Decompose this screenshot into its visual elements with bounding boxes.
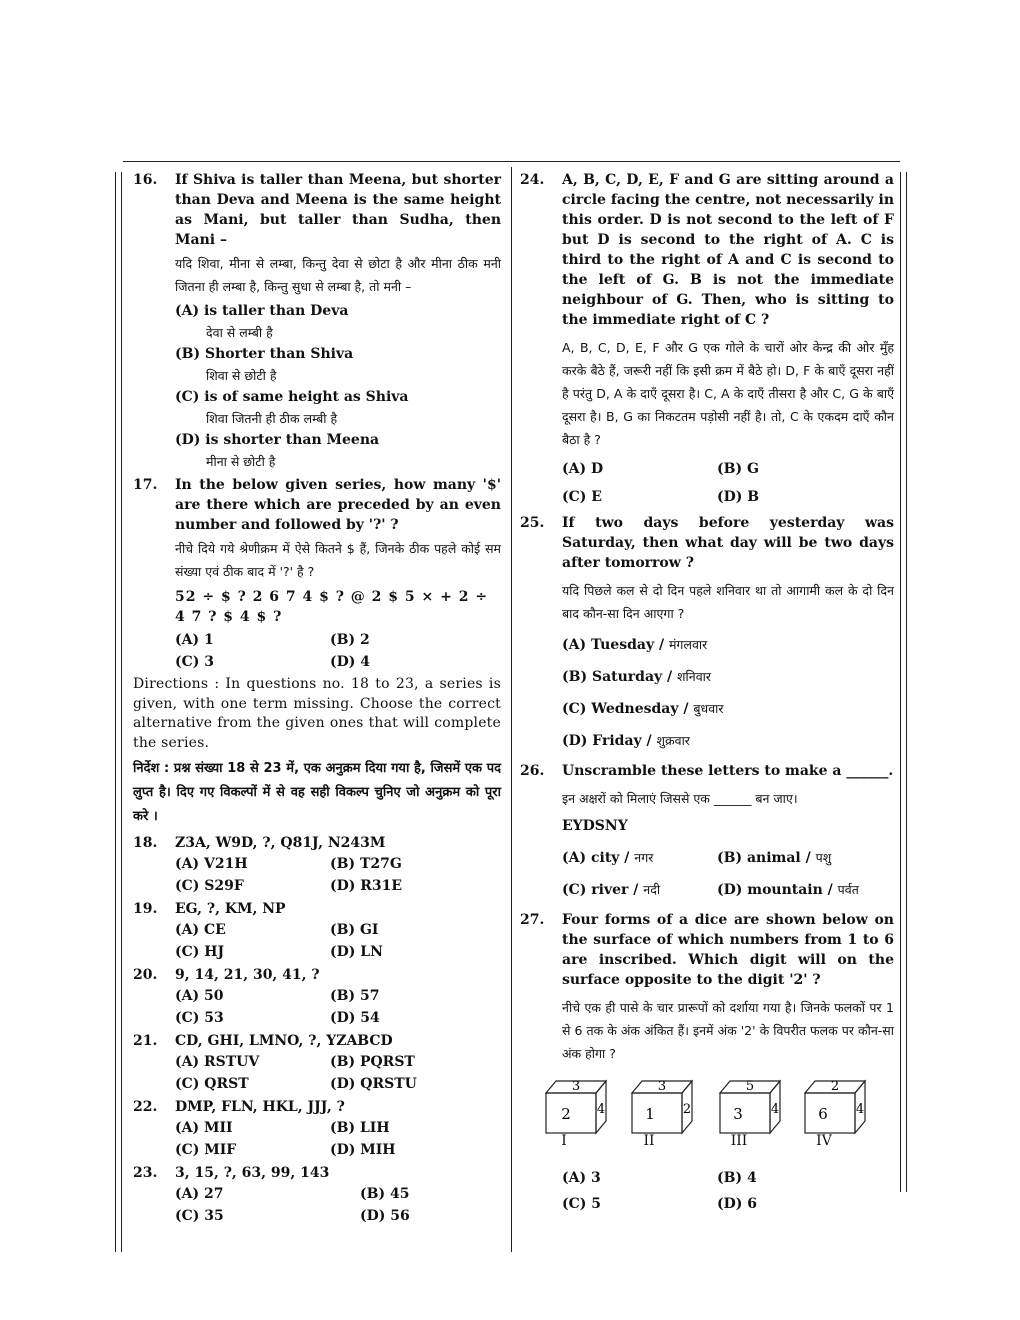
options bbox=[562, 629, 894, 757]
option-d: (D) 4 bbox=[330, 654, 371, 670]
directions-en: Directions : In questions no. 18 to 23, a series is given, with one term missing. Choose the correct alternative from the given ones that will complete the series. bbox=[133, 676, 501, 751]
option-c-hi: नदी bbox=[643, 882, 661, 897]
option-c-hi: शिवा जितनी ही ठीक लम्बी है bbox=[206, 411, 338, 426]
options bbox=[562, 1165, 894, 1217]
left-border-inner bbox=[121, 172, 122, 1252]
option-b-hi: शिवा से छोटी है bbox=[206, 368, 277, 383]
options bbox=[562, 842, 894, 906]
question-18 bbox=[133, 833, 501, 897]
option-a: (A) 50 bbox=[175, 988, 224, 1004]
option-a: (A) is taller than Deva bbox=[175, 303, 349, 319]
dice-1-top: 3 bbox=[571, 1079, 581, 1094]
question-number: 25. bbox=[520, 515, 545, 531]
options bbox=[175, 853, 501, 897]
dice-3-side: 4 bbox=[770, 1102, 780, 1117]
option-a: (A) D bbox=[562, 461, 604, 477]
option-d: (D) MIH bbox=[330, 1142, 396, 1158]
option-b bbox=[562, 661, 894, 693]
option-c: (C) E bbox=[562, 489, 602, 505]
question-text-en: A, B, C, D, E, F and G are sitting around a circle facing the centre, not necessarily in this order. D is not second to the left of F but D is second to the right of A. C is third to the right of A and C is second to the left of G. B is not the immediate neighbour of G. Then, who is sitting to the immediate right of C ? bbox=[562, 172, 894, 328]
dice-1-front: 2 bbox=[561, 1105, 571, 1123]
dice-4-front: 6 bbox=[818, 1105, 828, 1123]
option-d: (D) LN bbox=[330, 944, 383, 960]
question-number: 24. bbox=[520, 172, 545, 188]
scrambled-word: EYDSNY bbox=[562, 818, 628, 834]
dice-figure-3 bbox=[718, 1075, 788, 1135]
option-c: (C) HJ bbox=[175, 944, 225, 960]
option-c bbox=[562, 874, 717, 906]
option-d-en: (D) Friday / bbox=[562, 733, 657, 749]
question-text-en: In the below given series, how many '$' are there which are preceded by an even number and followed by '?' ? bbox=[175, 477, 501, 533]
question-text-en: Unscramble these letters to make a ______. bbox=[562, 763, 894, 779]
question-27 bbox=[520, 910, 894, 1217]
question-number: 26. bbox=[520, 763, 545, 779]
question-number: 21. bbox=[133, 1033, 158, 1049]
option-a: (A) V21H bbox=[175, 856, 248, 872]
question-text-en: 9, 14, 21, 30, 41, ? bbox=[175, 967, 320, 983]
option-a: (A) 27 bbox=[175, 1186, 224, 1202]
right-border-outer bbox=[906, 172, 907, 1192]
option-c: (C) MIF bbox=[175, 1142, 237, 1158]
question-text-en: 3, 15, ?, 63, 99, 143 bbox=[175, 1165, 330, 1181]
question-number: 17. bbox=[133, 477, 158, 493]
dice-figure-4 bbox=[803, 1075, 873, 1135]
option-b: (B) 45 bbox=[360, 1186, 410, 1202]
options bbox=[175, 301, 501, 473]
right-border-inner bbox=[900, 172, 901, 1192]
dice-figures bbox=[562, 1075, 894, 1155]
question-text-hi: यदि शिवा, मीना से लम्बा, किन्तु देवा से छोटा है और मीना ठीक मनी जितना ही लम्बा है, किन्तु सुधा से लम्बा है, तो मनी – bbox=[175, 256, 501, 294]
option-a: (A) RSTUV bbox=[175, 1054, 260, 1070]
option-b: (B) 2 bbox=[330, 632, 370, 648]
option-b: (B) GI bbox=[330, 922, 379, 938]
option-b: (B) 57 bbox=[330, 988, 380, 1004]
question-19 bbox=[133, 899, 501, 963]
option-c-en: (C) Wednesday / bbox=[562, 701, 694, 717]
option-c: (C) 5 bbox=[562, 1196, 602, 1212]
options bbox=[175, 1051, 501, 1095]
dice-figure-1 bbox=[544, 1075, 614, 1135]
option-d-hi: पर्वत bbox=[837, 882, 859, 897]
option-a bbox=[562, 842, 717, 874]
option-b: (B) T27G bbox=[330, 856, 402, 872]
options bbox=[175, 1183, 501, 1227]
question-number: 27. bbox=[520, 912, 545, 928]
option-a-en: (A) city / bbox=[562, 850, 635, 866]
dice-1-side: 4 bbox=[596, 1102, 606, 1117]
option-a: (A) CE bbox=[175, 922, 226, 938]
option-d: (D) R31E bbox=[330, 878, 403, 894]
question-text-en: DMP, FLN, HKL, JJJ, ? bbox=[175, 1099, 345, 1115]
dice-3-front: 3 bbox=[733, 1105, 743, 1123]
option-b bbox=[717, 842, 897, 874]
question-number: 20. bbox=[133, 967, 158, 983]
question-text-hi: यदि पिछले कल से दो दिन पहले शनिवार था तो आगामी कल के दो दिन बाद कौन-सा दिन आएगा ? bbox=[562, 583, 894, 621]
question-20 bbox=[133, 965, 501, 1029]
dice-2-top: 3 bbox=[657, 1079, 667, 1094]
option-d: (D) 6 bbox=[717, 1196, 758, 1212]
question-text-en: If Shiva is taller than Meena, but shorter than Deva and Meena is the same height as Mani, but taller than Sudha, then Mani – bbox=[175, 172, 501, 248]
dice-1-label: I bbox=[561, 1133, 567, 1149]
question-number: 19. bbox=[133, 901, 158, 917]
option-a bbox=[562, 629, 894, 661]
option-a: (A) 1 bbox=[175, 632, 214, 648]
question-text-en: If two days before yesterday was Saturday, then what day will be two days after tomorrow ? bbox=[562, 515, 894, 571]
option-a-hi: देवा से लम्बी है bbox=[206, 325, 273, 340]
dice-3-top: 5 bbox=[745, 1079, 755, 1094]
option-c: (C) 35 bbox=[175, 1208, 224, 1224]
options bbox=[175, 629, 501, 673]
left-border-outer bbox=[115, 172, 116, 1252]
question-text-en: EG, ?, KM, NP bbox=[175, 901, 286, 917]
directions-hi: निर्देश : प्रश्न संख्या 18 से 23 में, एक अनुक्रम दिया गया है, जिसमें एक पद लुप्त है। दिए गए विकल्पों में से वह सही विकल्प चुनिए जो अनुक्रम को पूरा करे । bbox=[133, 761, 501, 824]
top-rule bbox=[123, 161, 900, 162]
options bbox=[175, 919, 501, 963]
dice-figure-2 bbox=[630, 1075, 700, 1135]
option-b: (B) G bbox=[717, 461, 759, 477]
dice-3-label: III bbox=[730, 1133, 748, 1149]
question-text-en: CD, GHI, LMNO, ?, YZABCD bbox=[175, 1033, 393, 1049]
left-column bbox=[133, 170, 501, 1229]
option-b-en: (B) Saturday / bbox=[562, 669, 678, 685]
option-a: (A) 3 bbox=[562, 1170, 601, 1186]
dice-4-side: 4 bbox=[855, 1102, 865, 1117]
question-23 bbox=[133, 1163, 501, 1227]
question-text-en: Four forms of a dice are shown below on the surface of which numbers from 1 to 6 are inscribed. Which digit will on the surface opposite to the digit '2' ? bbox=[562, 912, 894, 988]
question-16 bbox=[133, 170, 501, 473]
option-a-hi: मंगलवार bbox=[668, 637, 708, 652]
symbol-series: 52 ÷ $ ? 2 6 7 4 $ ? @ 2 $ 5 × + 2 ÷ 4 7 ? $ 4 $ ? bbox=[175, 589, 489, 625]
option-b: (B) 4 bbox=[717, 1170, 757, 1186]
question-25 bbox=[520, 513, 894, 757]
options bbox=[562, 455, 894, 511]
option-d-hi: मीना से छोटी है bbox=[206, 454, 276, 469]
dice-2-side: 2 bbox=[682, 1102, 692, 1117]
question-21 bbox=[133, 1031, 501, 1095]
right-column bbox=[520, 170, 894, 1219]
dice-2-label: II bbox=[643, 1133, 655, 1149]
question-22 bbox=[133, 1097, 501, 1161]
options bbox=[175, 1117, 501, 1161]
question-text-hi: A, B, C, D, E, F और G एक गोले के चारों ओर केन्द्र की ओर मुँह करके बैठे हैं, जरूरी नहीं कि इसी क्रम में बैठे हो। D, F के बाएँ दूसरा नहीं है परंतु D, A के दाएँ दूसरा है। C, A के दाएँ तीसरा है और C, G के बाएँ दूसरा है। B, G का निकटतम पड़ोसी नहीं है। तो, C के एकदम दाएँ कौन बैठा है ? bbox=[562, 340, 894, 447]
option-b: (B) Shorter than Shiva bbox=[175, 346, 354, 362]
question-17 bbox=[133, 475, 501, 673]
question-text-hi: इन अक्षरों को मिलाएं जिससे एक ______ बन जाए। bbox=[562, 791, 798, 806]
question-number: 23. bbox=[133, 1165, 158, 1181]
option-c: (C) is of same height as Shiva bbox=[175, 389, 409, 405]
option-a-hi: नगर bbox=[634, 850, 654, 865]
option-d: (D) B bbox=[717, 489, 760, 505]
option-b-hi: पशु bbox=[815, 850, 832, 865]
question-number: 16. bbox=[133, 172, 158, 188]
question-number: 18. bbox=[133, 835, 158, 851]
option-c: (C) S29F bbox=[175, 878, 244, 894]
options bbox=[175, 985, 501, 1029]
option-d bbox=[562, 725, 894, 757]
dice-4-top: 2 bbox=[830, 1079, 840, 1094]
question-26 bbox=[520, 761, 894, 906]
option-b-hi: शनिवार bbox=[677, 669, 711, 684]
column-divider bbox=[511, 167, 512, 1252]
option-a: (A) MII bbox=[175, 1120, 233, 1136]
option-c: (C) 3 bbox=[175, 654, 215, 670]
option-d bbox=[717, 874, 897, 906]
option-c: (C) QRST bbox=[175, 1076, 249, 1092]
option-b-en: (B) animal / bbox=[717, 850, 816, 866]
option-d: (D) 56 bbox=[360, 1208, 410, 1224]
option-d: (D) 54 bbox=[330, 1010, 380, 1026]
dice-4-label: IV bbox=[816, 1133, 832, 1149]
option-b: (B) PQRST bbox=[330, 1054, 415, 1070]
option-a-en: (A) Tuesday / bbox=[562, 637, 669, 653]
option-c bbox=[562, 693, 894, 725]
option-d-en: (D) mountain / bbox=[717, 882, 838, 898]
option-d: (D) is shorter than Meena bbox=[175, 432, 380, 448]
option-c-en: (C) river / bbox=[562, 882, 644, 898]
option-d: (D) QRSTU bbox=[330, 1076, 417, 1092]
question-24 bbox=[520, 170, 894, 511]
question-number: 22. bbox=[133, 1099, 158, 1115]
option-d-hi: शुक्रवार bbox=[656, 733, 690, 748]
option-b: (B) LIH bbox=[330, 1120, 390, 1136]
question-text-en: Z3A, W9D, ?, Q81J, N243M bbox=[175, 835, 386, 851]
question-text-hi: नीचे एक ही पासे के चार प्रारूपों को दर्शाया गया है। जिनके फलकों पर 1 से 6 तक के अंक अंकित हैं। इनमें अंक '2' के विपरीत फलक पर कौन-सा अंक होगा ? bbox=[562, 1000, 894, 1061]
dice-2-front: 1 bbox=[645, 1105, 655, 1123]
option-c: (C) 53 bbox=[175, 1010, 224, 1026]
option-c-hi: बुधवार bbox=[693, 701, 724, 716]
question-text-hi: नीचे दिये गये श्रेणीक्रम में ऐसे कितने $ हैं, जिनके ठीक पहले कोई सम संख्या एवं ठीक बाद में '?' है ? bbox=[175, 541, 501, 579]
